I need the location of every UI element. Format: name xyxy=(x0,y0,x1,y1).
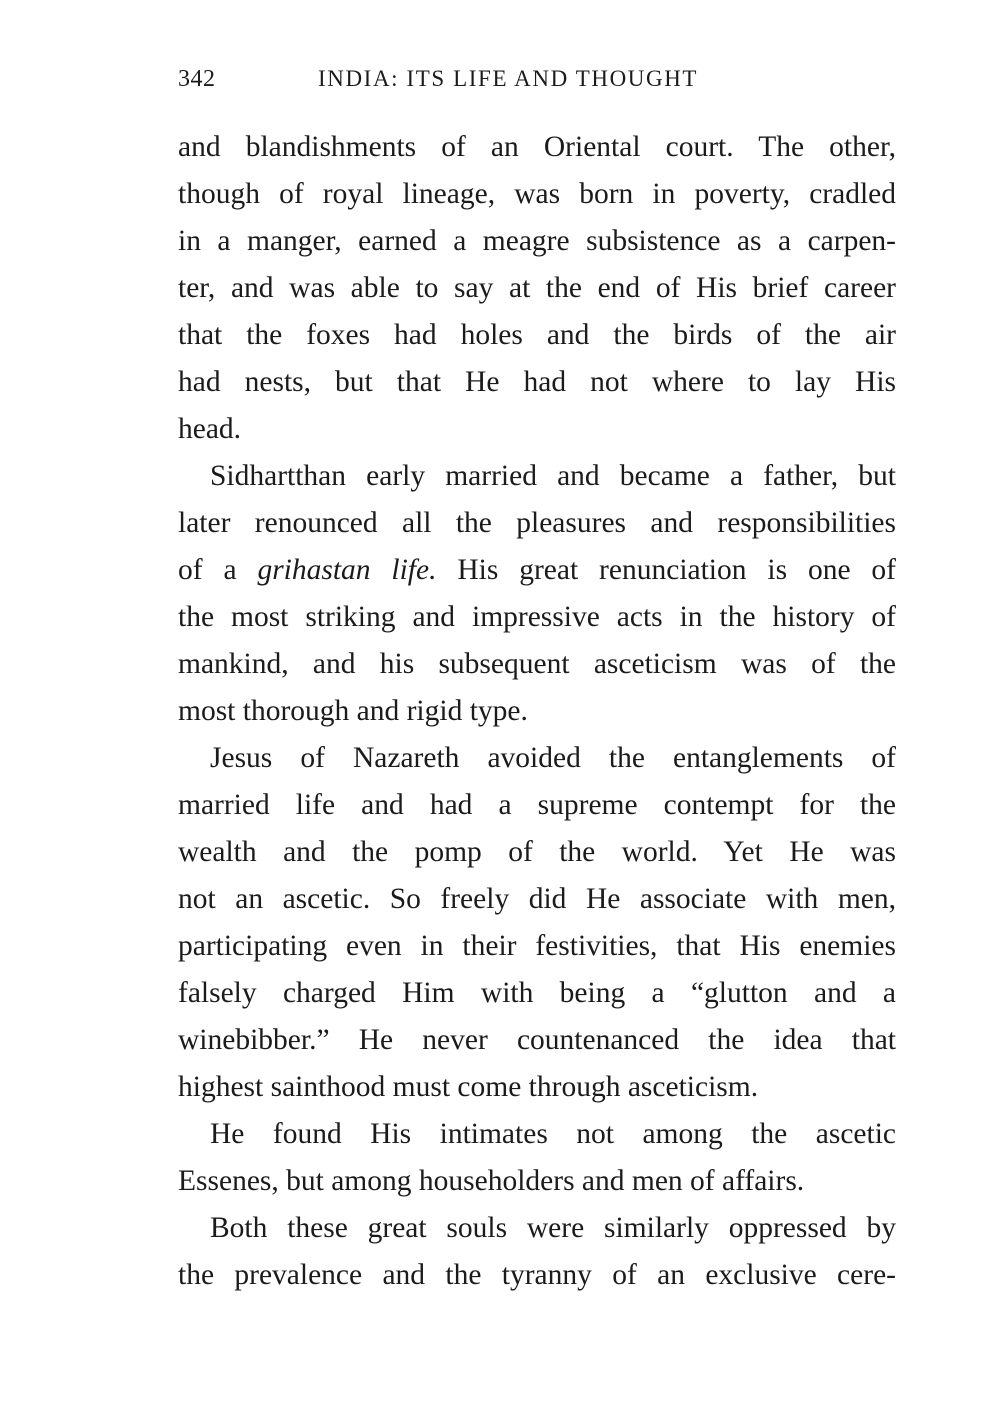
text-line: falsely charged Him with being a “glutton and a xyxy=(178,977,896,1009)
text-fragment: His great renunciation is one of xyxy=(436,554,896,586)
text-line: Jesus of Nazareth avoided the entanglements of xyxy=(210,742,896,774)
text-line-with-italic xyxy=(178,547,896,594)
text-line: wealth and the pomp of the world. Yet He was xyxy=(178,836,896,868)
body-text xyxy=(178,124,896,1299)
running-title: INDIA: ITS LIFE AND THOUGHT xyxy=(318,66,699,91)
paragraph-2 xyxy=(178,453,896,735)
paragraph-3 xyxy=(178,735,896,1111)
text-line: mankind, and his subsequent asceticism was of the xyxy=(178,648,896,680)
page-number: 342 xyxy=(178,66,216,92)
paragraph-5 xyxy=(178,1205,896,1299)
text-line: married life and had a supreme contempt for the xyxy=(178,789,896,821)
text-line: ter, and was able to say at the end of His brief career xyxy=(178,272,896,304)
text-line: that the foxes had holes and the birds of the air xyxy=(178,319,896,351)
text-line: Sidhartthan early married and became a father, but xyxy=(210,460,896,492)
text-line: most thorough and rigid type. xyxy=(178,695,528,727)
text-line: head. xyxy=(178,413,242,445)
text-line: in a manger, earned a meagre subsistence as a carpen- xyxy=(178,225,896,257)
text-line: had nests, but that He had not where to lay His xyxy=(178,366,896,398)
italic-term: grihastan life. xyxy=(257,554,437,586)
text-fragment: of a xyxy=(178,554,258,586)
text-line: the most striking and impressive acts in the history of xyxy=(178,601,896,633)
text-line: the prevalence and the tyranny of an exclusive cere- xyxy=(178,1259,896,1291)
text-line: though of royal lineage, was born in poverty, cradled xyxy=(178,178,896,210)
text-line: winebibber.” He never countenanced the idea that xyxy=(178,1024,896,1056)
text-line: Essenes, but among householders and men of affairs. xyxy=(178,1165,805,1197)
text-line: participating even in their festivities, that His enemies xyxy=(178,930,896,962)
paragraph-1 xyxy=(178,124,896,453)
running-head xyxy=(178,66,898,100)
text-line: He found His intimates not among the ascetic xyxy=(210,1118,896,1150)
text-line: Both these great souls were similarly oppressed by xyxy=(210,1212,896,1244)
text-line: later renounced all the pleasures and responsibilities xyxy=(178,507,896,539)
text-line: not an ascetic. So freely did He associate with men, xyxy=(178,883,896,915)
paragraph-4 xyxy=(178,1111,896,1205)
text-line: and blandishments of an Oriental court. The other, xyxy=(178,131,896,163)
text-line: highest sainthood must come through asceticism. xyxy=(178,1071,759,1103)
